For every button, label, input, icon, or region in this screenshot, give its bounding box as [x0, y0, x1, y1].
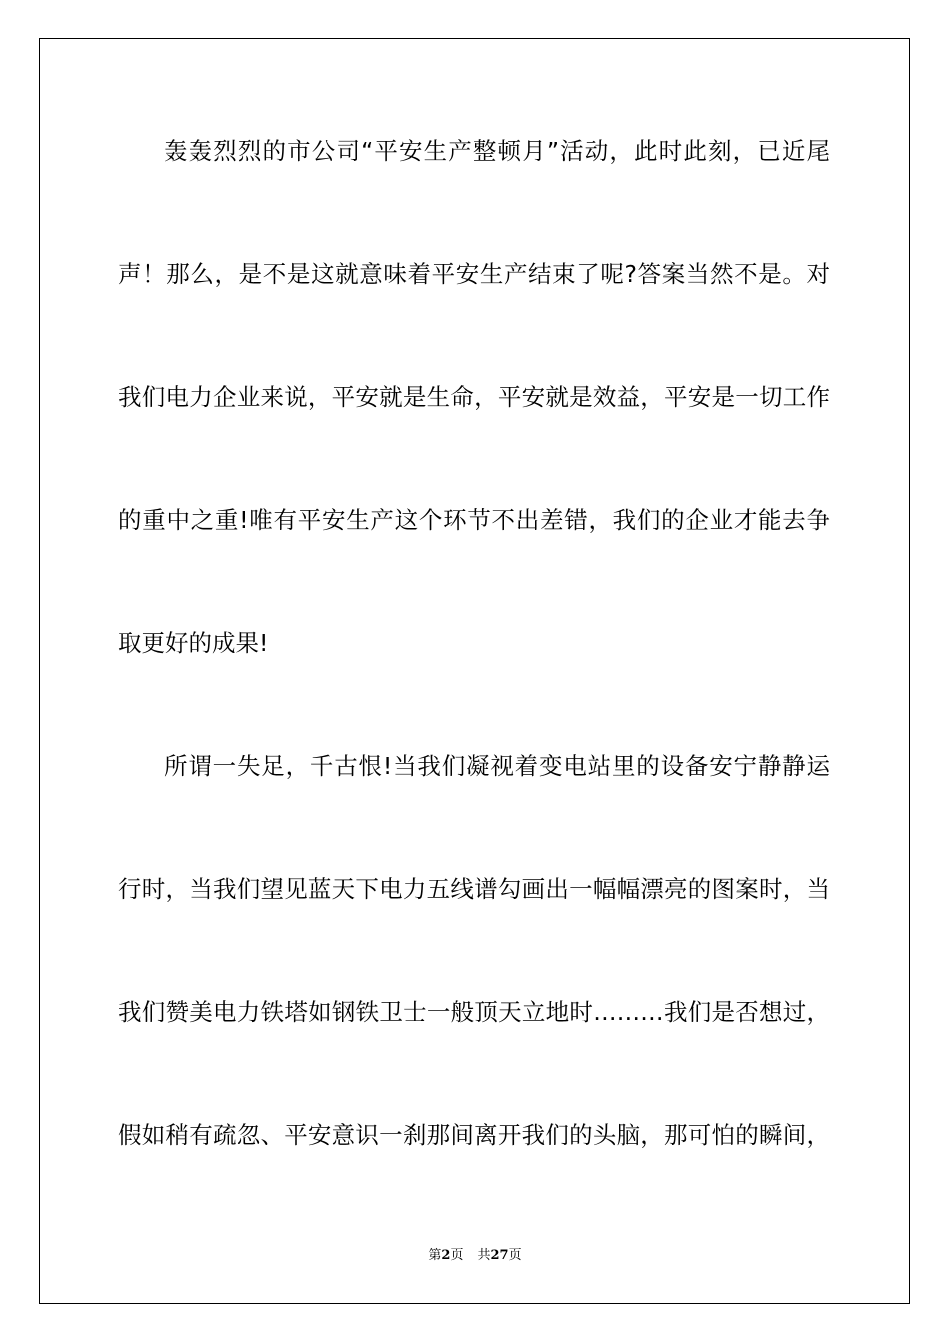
page-footer: [0, 1246, 950, 1266]
page-suffix: 页: [450, 1248, 464, 1263]
page-prefix: 第: [428, 1248, 442, 1263]
paragraph-1-line-3: 我们电力企业来说，平安就是生命，平安就是效益，平安是一切工作: [118, 383, 830, 411]
paragraph-1-line-4: 的重中之重!唯有平安生产这个环节不出差错，我们的企业才能去争: [118, 506, 830, 534]
paragraph-1-line-5: 取更好的成果!: [118, 629, 269, 657]
total-prefix: 共: [477, 1248, 491, 1263]
paragraph-2-line-3: 我们赞美电力铁塔如钢铁卫士一般顶天立地时………我们是否想过，: [118, 998, 830, 1026]
paragraph-2-line-4: 假如稍有疏忽、平安意识一刹那间离开我们的头脑，那可怕的瞬间，: [118, 1121, 830, 1149]
paragraph-2-line-1: 所谓一失足，千古恨!当我们凝视着变电站里的设备安宁静静运: [164, 752, 830, 780]
total-pages: 27: [490, 1248, 509, 1263]
paragraph-2-line-2: 行时，当我们望见蓝天下电力五线谱勾画出一幅幅漂亮的图案时，当: [118, 875, 830, 903]
total-suffix: 页: [508, 1248, 522, 1263]
page-number: 2: [441, 1248, 451, 1263]
paragraph-1-line-2: 声！那么，是不是这就意味着平安生产结束了呢?答案当然不是。对: [118, 260, 830, 288]
paragraph-1-line-1: 轰轰烈烈的市公司“平安生产整顿月”活动，此时此刻，已近尾: [164, 137, 830, 165]
